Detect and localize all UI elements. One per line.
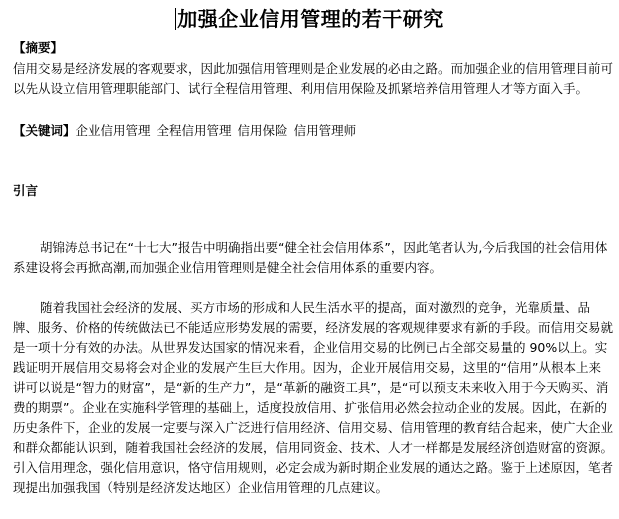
text-cursor — [175, 8, 176, 30]
keywords-label: 【关键词】 — [13, 123, 76, 138]
abstract-label: 【摘要】 — [13, 40, 64, 55]
intro-heading: 引言 — [13, 183, 39, 198]
title-row — [0, 6, 619, 32]
keyword-item: 信用管理师 — [293, 123, 357, 138]
document-title[interactable]: 加强企业信用管理的若干研究 — [177, 7, 444, 31]
keyword-item: 企业信用管理 — [75, 123, 151, 138]
intro-paragraph-2: 随着我国社会经济的发展、买方市场的形成和人民生活水平的提高，面对激烈的竞争，光靠质量、品牌、服务、价格的传统做法已不能适应形势发展的需要，经济发展的客观规律要求有新的手段。而信用交易就是一项十分有效的办法。从世界发达国家的情况来看，企业信用交易的比例已占全部交易量的 90%以上。实践证明开展信用交易将会对企业的发展产生巨大作用。因为，企业开展信用交易，这里的“信用”从根本上来讲可以说是“智力的财富”，是“新的生产力”，是“革新的融资工具”，是“可以预支未来收入用于今天购买、消费的期票”。企业在实施科学管理的基础上，适度投放信用、扩张信用必然会拉动企业的发展。因此，在新的历史条件下，企业的发展一定要与深入广泛进行信用经济、信用交易、信用管理的教育结合起来，使广大企业和群众都能认识到，随着我国社会经济的发展，信用同资金、技术、人才一样都是发展经济创造财富的资源。引入信用理念，强化信用意识，恪守信用规则，必定会成为新时期企业发展的通达之路。鉴于上述原因，笔者现提出加强我国（特别是经济发达地区）企业信用管理的几点建议。 — [13, 300, 614, 495]
keyword-item: 信用保险 — [237, 123, 288, 138]
keyword-item: 全程信用管理 — [156, 123, 232, 138]
abstract-text: 信用交易是经济发展的客观要求，因此加强信用管理则是企业发展的必由之路。而加强企业的信用管理目前可以先从设立信用管理职能部门、试行全程信用管理、利用信用保险及抓紧培养信用管理人才等方面入手。 — [13, 61, 614, 96]
intro-paragraph-1: 胡锦涛总书记在“十七大”报告中明确指出要“健全社会信用体系”，因此笔者认为,今后我国的社会信用体系建设将会再掀高潮,而加强企业信用管理则是健全社会信用体系的重要内容。 — [13, 240, 608, 275]
keywords-line — [13, 121, 613, 141]
